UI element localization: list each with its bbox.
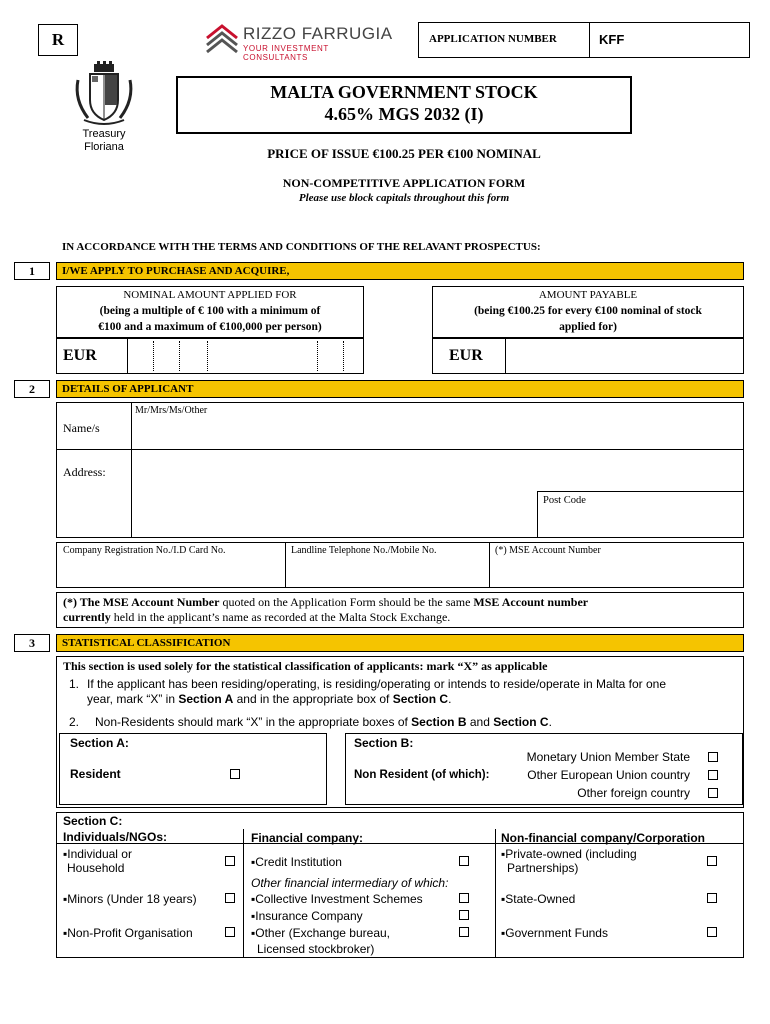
mse-note-bold3: currently	[63, 610, 111, 624]
section-1-bar	[56, 262, 744, 280]
application-number-box	[418, 22, 750, 58]
section-1-number: 1	[14, 262, 50, 280]
price-of-issue: PRICE OF ISSUE €100.25 PER €100 NOMINAL	[267, 146, 541, 161]
non-profit-checkbox[interactable]	[225, 927, 235, 937]
nominal-amount-entry[interactable]	[56, 338, 364, 374]
terms-line: IN ACCORDANCE WITH THE TERMS AND CONDITIONS OF THE RELAVANT PROSPECTUS:	[62, 241, 541, 253]
section-2-title: DETAILS OF APPLICANT	[62, 383, 194, 395]
government-funds-checkbox[interactable]	[707, 927, 717, 937]
nominal-amount-desc2: €100 and a maximum of €100,000 per person)	[98, 321, 322, 333]
section-b-label: Section B:	[354, 736, 414, 750]
section-1-title: I/WE APPLY TO PURCHASE AND ACQUIRE,	[62, 265, 290, 277]
c2-credit-institution: ▪Credit Institution	[251, 855, 342, 869]
r-letter: R	[51, 30, 65, 49]
other-eu-checkbox[interactable]	[708, 770, 718, 780]
amount-payable-label: AMOUNT PAYABLE	[538, 289, 638, 301]
item1-line1: If the applicant has been residing/operating, is residing/operating or intends to reside/operate in Malta for one	[87, 677, 667, 691]
c3-government-funds: ▪Government Funds	[501, 926, 608, 940]
section-a-box	[59, 733, 327, 805]
b-option-other-eu: Other European Union country	[527, 768, 690, 782]
nominal-amount-label: NOMINAL AMOUNT APPLIED FOR	[123, 289, 297, 301]
mse-note-line2	[63, 610, 450, 625]
c2-other-intermediary: Other financial intermediary of which:	[251, 876, 449, 890]
other-exchange-checkbox[interactable]	[459, 927, 469, 937]
brand-mark-icon	[205, 24, 239, 56]
c1-non-profit: ▪Non-Profit Organisation	[63, 926, 193, 940]
address-input[interactable]	[133, 451, 741, 535]
non-resident-label: Non Resident (of which):	[354, 769, 490, 781]
credit-institution-checkbox[interactable]	[459, 856, 469, 866]
item1-line2	[87, 692, 451, 706]
coat-of-arms-icon	[70, 60, 138, 128]
mse-note-bold2: MSE Account number	[473, 595, 589, 609]
c2-other-line1: ▪Other (Exchange bureau,	[251, 926, 391, 940]
item2-section-c: Section C	[493, 715, 549, 729]
private-owned-checkbox[interactable]	[707, 856, 717, 866]
phone-input[interactable]	[287, 559, 487, 585]
form-type: NON-COMPETITIVE APPLICATION FORM	[282, 176, 526, 190]
item2-end: .	[548, 715, 552, 729]
amount-payable-desc1: (being €100.25 for every €100 nominal of stock	[474, 305, 702, 317]
company-reg-label: Company Registration No./I.D Card No.	[63, 545, 226, 556]
mse-note-mid: quoted on the Application Form should be the same	[219, 595, 474, 609]
brand-name: RIZZO FARRUGIA	[243, 24, 393, 43]
mse-note-line1	[63, 595, 588, 610]
c2-collective-investment: ▪Collective Investment Schemes	[251, 892, 423, 906]
item2-num: 2.	[69, 715, 80, 729]
insurance-checkbox[interactable]	[459, 910, 469, 920]
brand-tagline: YOUR INVESTMENT CONSULTANTS	[243, 44, 329, 62]
minors-checkbox[interactable]	[225, 893, 235, 903]
col-individuals-head: Individuals/NGOs:	[63, 830, 168, 844]
r-box	[38, 24, 78, 56]
mse-note-end: held in the applicant’s name as recorded at the Malta Stock Exchange.	[110, 610, 451, 624]
c3-private-line1: ▪Private-owned (including	[501, 847, 637, 861]
c1-minors: ▪Minors (Under 18 years)	[63, 892, 197, 906]
salutation-label: Mr/Mrs/Ms/Other	[135, 405, 208, 416]
section-2-number: 2	[14, 380, 50, 398]
nominal-amount-box	[56, 286, 364, 338]
section-b-box	[345, 733, 743, 805]
applicant-name-box	[56, 402, 744, 538]
c3-state-owned: ▪State-Owned	[501, 892, 576, 906]
stock-title-box	[176, 76, 632, 134]
company-reg-input[interactable]	[59, 559, 283, 585]
treasury-crest	[70, 60, 140, 130]
brand-logo	[205, 22, 395, 62]
mse-note-box	[56, 592, 744, 628]
names-label: Name/s	[63, 421, 100, 435]
item1-line2-end: .	[448, 692, 452, 706]
stock-title-line1: MALTA GOVERNMENT STOCK	[270, 82, 538, 102]
amount-payable-desc2: applied for)	[559, 321, 617, 333]
section-c-box	[56, 812, 744, 958]
state-owned-checkbox[interactable]	[707, 893, 717, 903]
section-3-title: STATISTICAL CLASSIFICATION	[62, 637, 231, 649]
mse-account-input[interactable]	[491, 559, 741, 585]
section-c-label: Section C:	[63, 814, 123, 828]
c3-private-line2: Partnerships)	[507, 861, 579, 875]
item2-section-b: Section B	[411, 715, 467, 729]
col-nonfinancial-head: Non-financial company/Corporation	[501, 831, 706, 845]
item1-num: 1.	[69, 677, 80, 691]
application-number-value[interactable]: KFF	[599, 32, 625, 47]
c1-individual-line1: ▪Individual or	[63, 847, 132, 861]
section-a-label: Section A:	[70, 736, 129, 750]
monetary-union-checkbox[interactable]	[708, 752, 718, 762]
mse-account-label: (*) MSE Account Number	[495, 545, 601, 556]
names-input[interactable]	[133, 417, 741, 447]
item2-line	[95, 715, 552, 729]
amount-payable-entry[interactable]	[432, 338, 744, 374]
item1-section-a: Section A	[178, 692, 234, 706]
item1-section-c: Section C	[392, 692, 449, 706]
nominal-currency: EUR	[63, 347, 97, 364]
stock-title-line2: 4.65% MGS 2032 (I)	[324, 104, 484, 124]
collective-investment-checkbox[interactable]	[459, 893, 469, 903]
classification-box	[56, 656, 744, 808]
c2-insurance: ▪Insurance Company	[251, 909, 363, 923]
section-2-bar	[56, 380, 744, 398]
section-3-bar	[56, 634, 744, 652]
item2-mid: and	[466, 715, 494, 729]
classification-intro: This section is used solely for the statistical classification of applicants: mark “X” as applicable	[63, 659, 548, 673]
col-financial-head: Financial company:	[251, 831, 364, 845]
section-3-number: 3	[14, 634, 50, 652]
amount-payable-box	[432, 286, 744, 338]
b-option-other-foreign: Other foreign country	[577, 786, 690, 800]
treasury-label: Treasury	[82, 128, 126, 140]
form-instruction: Please use block capitals throughout this form	[298, 192, 510, 204]
individual-checkbox[interactable]	[225, 856, 235, 866]
contact-row	[56, 542, 744, 588]
application-number-label: APPLICATION NUMBER	[429, 33, 557, 45]
mse-note-bold1: MSE Account Number	[102, 595, 220, 609]
floriana-label: Floriana	[84, 141, 124, 153]
item1-line2-pre: year, mark “X” in	[87, 692, 179, 706]
item2-pre: Non-Residents should mark “X” in the appropriate boxes of	[95, 715, 412, 729]
c2-other-line2: Licensed stockbroker)	[257, 942, 375, 956]
item1-line2-mid: and in the appropriate box of	[233, 692, 393, 706]
resident-label: Resident	[70, 767, 121, 781]
address-label: Address:	[63, 465, 106, 479]
nominal-amount-desc1: (being a multiple of € 100 with a minimum of	[99, 305, 321, 317]
postcode-label: Post Code	[543, 495, 586, 506]
phone-label: Landline Telephone No./Mobile No.	[291, 545, 437, 556]
c1-individual-line2: Household	[67, 861, 125, 875]
payable-currency: EUR	[449, 347, 483, 364]
b-option-monetary-union: Monetary Union Member State	[526, 750, 690, 764]
other-foreign-checkbox[interactable]	[708, 788, 718, 798]
resident-checkbox[interactable]	[230, 769, 240, 779]
mse-note-star: (*) The	[63, 595, 103, 609]
